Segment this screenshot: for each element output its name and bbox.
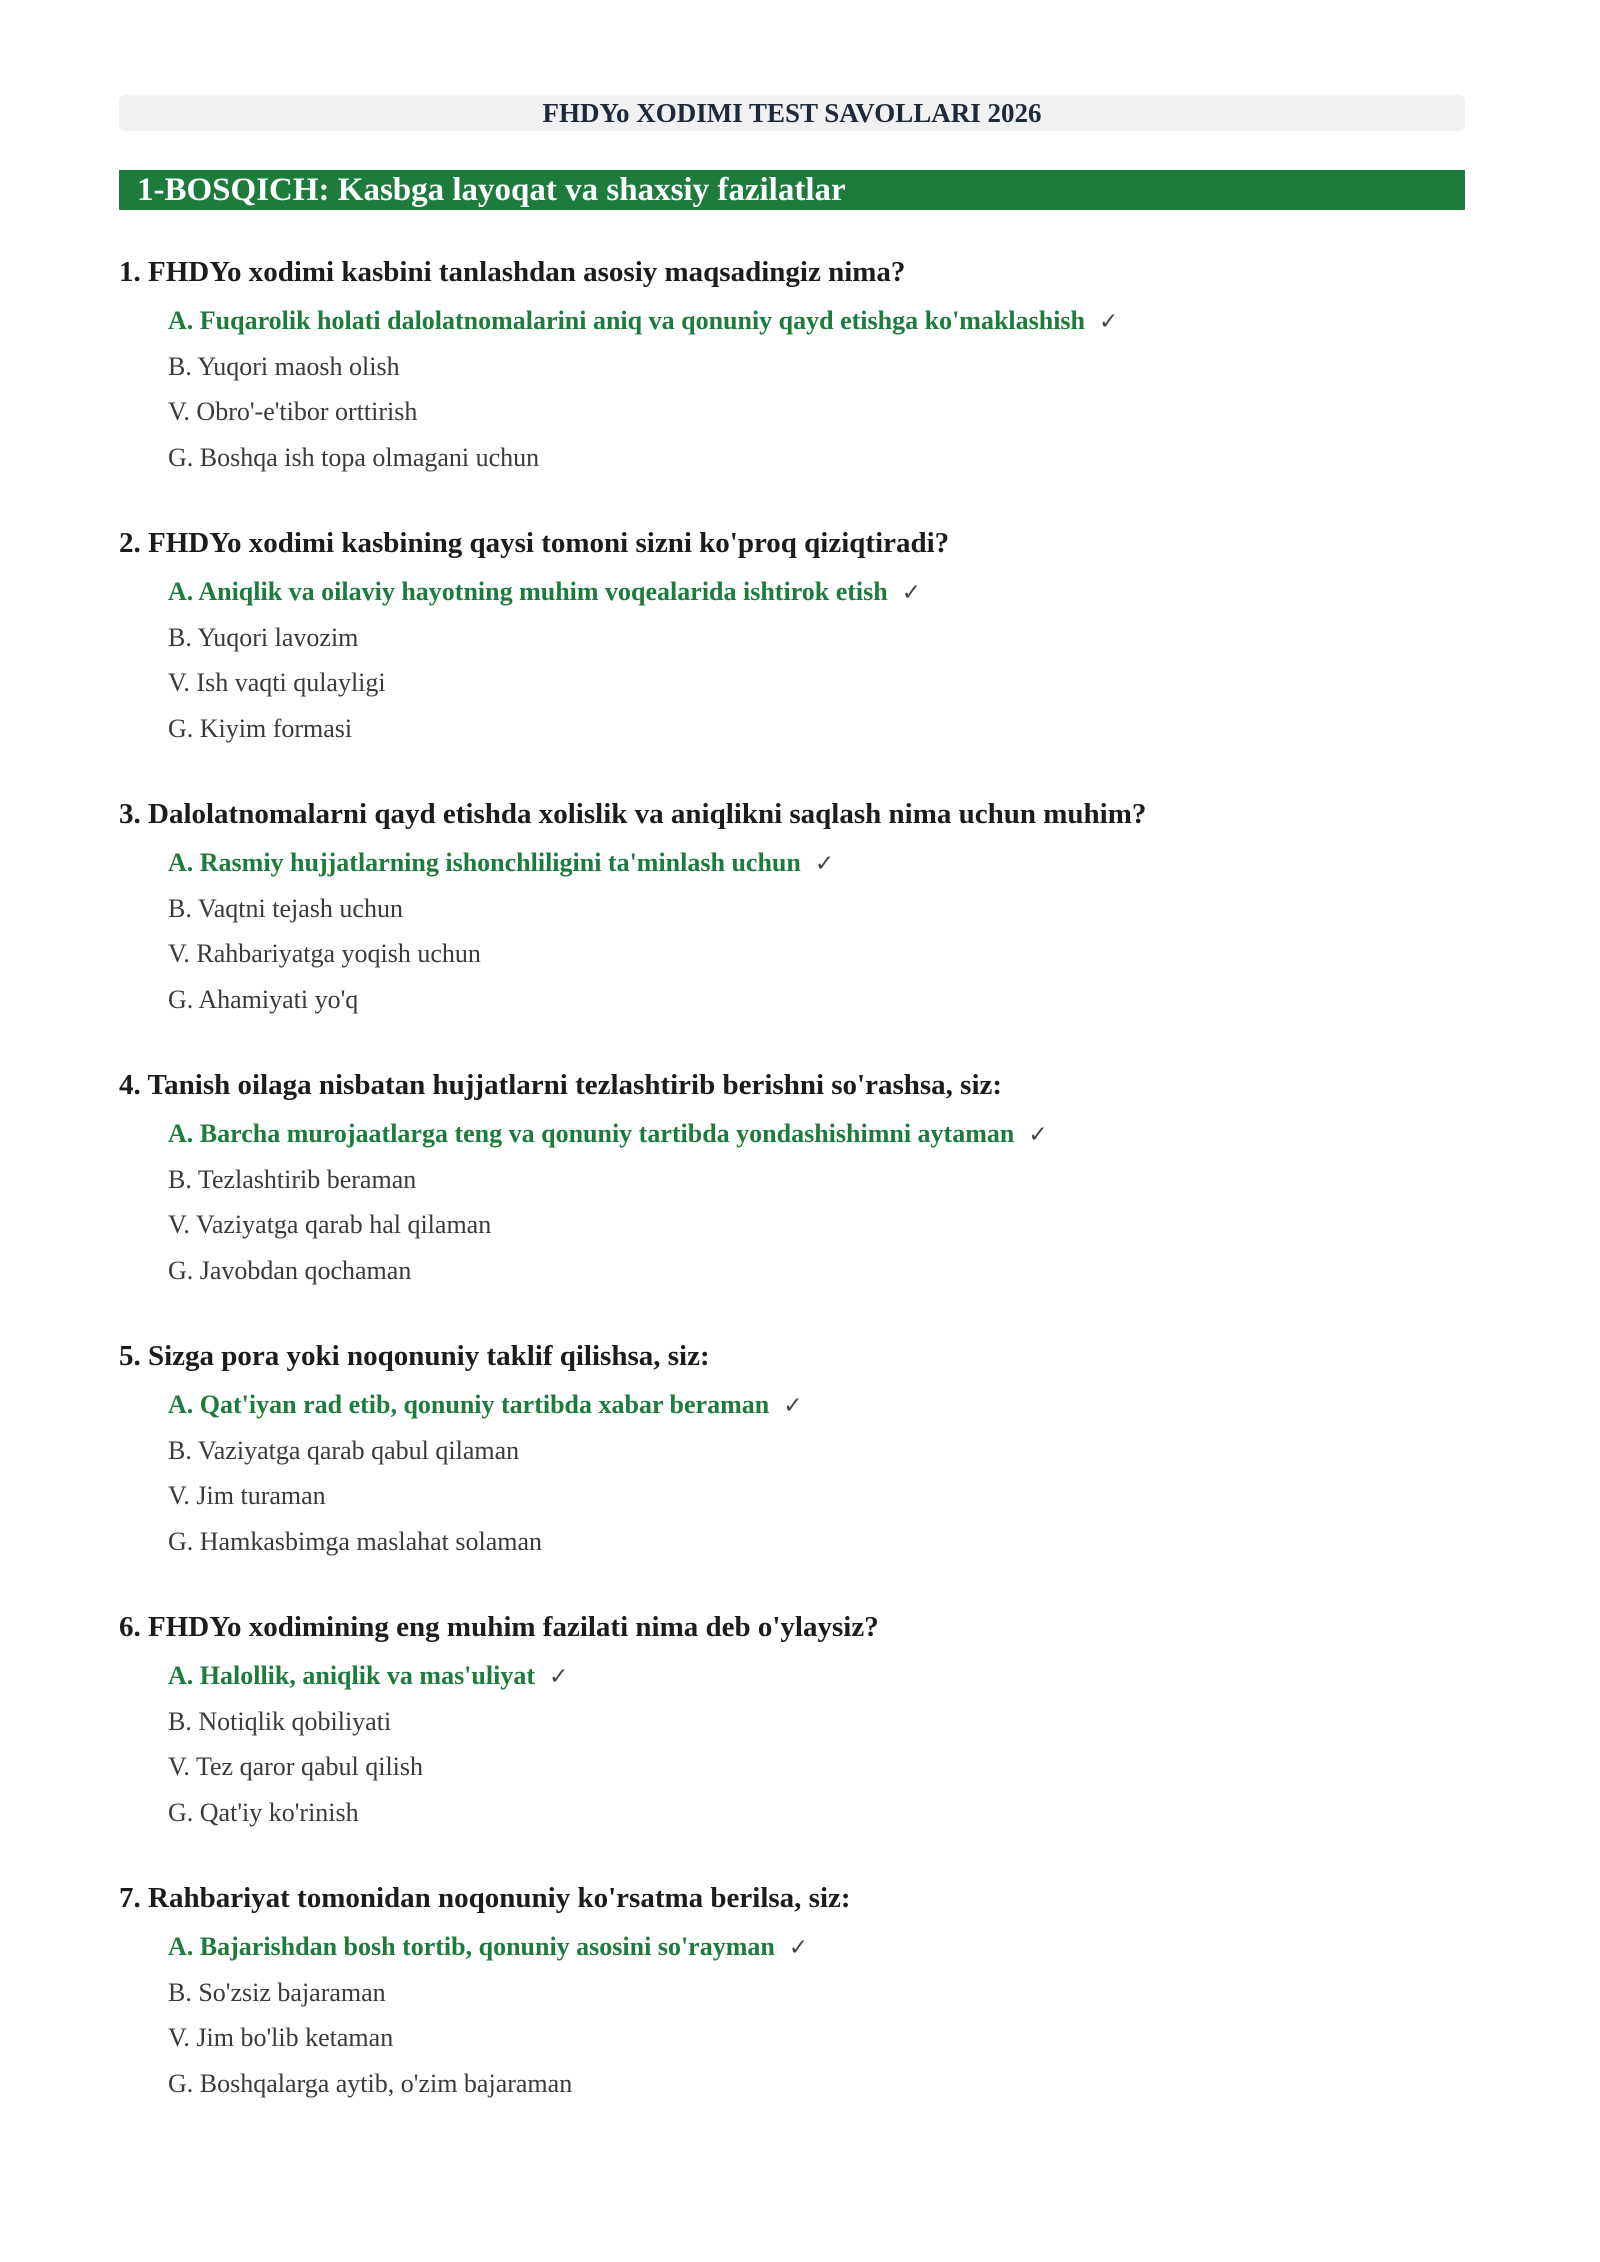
question-4: [119, 1065, 1465, 1293]
question-7: [119, 1878, 1465, 2106]
option-g: G. Qat'iy ko'rinish: [168, 1797, 359, 1827]
check-icon: ✓: [788, 1935, 809, 1961]
option-list: [119, 1653, 1465, 1835]
option-g: G. Ahamiyati yo'q: [168, 984, 359, 1014]
question-title: 2. FHDYo xodimi kasbining qaysi tomoni sizni ko'proq qiziqtiradi?: [119, 527, 950, 559]
option-v: V. Obro'-e'tibor orttirish: [168, 397, 418, 426]
option-text: A. Rasmiy hujjatlarning ishonchliligini ta'minlash uchun: [168, 848, 801, 877]
question-6: [119, 1607, 1465, 1835]
question-title: 5. Sizga pora yoki noqonuniy taklif qilishsa, siz:: [119, 1340, 710, 1372]
option-v: V. Jim turaman: [168, 1481, 326, 1510]
option-text: A. Aniqlik va oilaviy hayotning muhim voqealarida ishtirok etish: [168, 577, 888, 606]
document-title: FHDYo XODIMI TEST SAVOLLARI 2026: [119, 95, 1465, 131]
question-1: [119, 252, 1465, 480]
question-2: [119, 523, 1465, 751]
option-list: [119, 298, 1465, 480]
check-icon: ✓: [1028, 1122, 1048, 1148]
option-list: [119, 1111, 1465, 1293]
option-a-correct: [168, 298, 1465, 344]
option-g: G. Hamkasbimga maslahat solaman: [168, 1526, 543, 1556]
option-b: B. Yuqori lavozim: [168, 622, 359, 652]
option-v: V. Jim bo'lib ketaman: [168, 2023, 394, 2052]
option-a-correct: [168, 1382, 1465, 1428]
option-g: G. Javobdan qochaman: [168, 1255, 412, 1285]
option-a-correct: [168, 1924, 1465, 1970]
option-text: A. Bajarishdan bosh tortib, qonuniy asosini so'rayman: [168, 1932, 775, 1961]
option-b: B. Vaqtni tejash uchun: [168, 893, 403, 923]
option-a-correct: [168, 1111, 1465, 1157]
option-v: V. Ish vaqti qulayligi: [168, 668, 386, 697]
check-icon: ✓: [783, 1393, 803, 1419]
question-title: 6. FHDYo xodimining eng muhim fazilati nima deb o'ylaysiz?: [119, 1611, 879, 1643]
question-title: 1. FHDYo xodimi kasbini tanlashdan asosiy maqsadingiz nima?: [119, 256, 906, 288]
option-text: A. Qat'iyan rad etib, qonuniy tartibda xabar beraman: [168, 1390, 770, 1419]
option-b: B. Tezlashtirib beraman: [168, 1164, 417, 1194]
check-icon: ✓: [814, 851, 835, 877]
option-text: A. Fuqarolik holati dalolatnomalarini aniq va qonuniy qayd etishga ko'maklashish: [168, 306, 1086, 335]
check-icon: ✓: [901, 580, 922, 606]
question-title: 3. Dalolatnomalarni qayd etishda xolislik va aniqlikni saqlash nima uchun muhim?: [119, 798, 1147, 830]
section-title: 1-BOSQICH: Kasbga layoqat va shaxsiy fazilatlar: [119, 170, 1465, 210]
option-b: B. Vaziyatga qarab qabul qilaman: [168, 1435, 520, 1465]
option-list: [119, 1924, 1465, 2106]
option-b: B. So'zsiz bajaraman: [168, 1977, 386, 2007]
option-b: B. Yuqori maosh olish: [168, 351, 400, 381]
option-a-correct: [168, 569, 1465, 615]
option-v: V. Tez qaror qabul qilish: [168, 1752, 424, 1781]
option-a-correct: [168, 1653, 1465, 1699]
option-list: [119, 840, 1465, 1022]
option-text: A. Halollik, aniqlik va mas'uliyat: [168, 1661, 535, 1690]
option-g: G. Boshqalarga aytib, o'zim bajaraman: [168, 2068, 573, 2098]
question-list: [119, 252, 1465, 2106]
option-v: V. Vaziyatga qarab hal qilaman: [168, 1210, 492, 1239]
option-list: [119, 1382, 1465, 1564]
option-text: A. Barcha murojaatlarga teng va qonuniy tartibda yondashishimni aytaman: [168, 1119, 1015, 1148]
option-list: [119, 569, 1465, 751]
option-b: B. Notiqlik qobiliyati: [168, 1706, 392, 1736]
option-v: V. Rahbariyatga yoqish uchun: [168, 939, 481, 968]
question-5: [119, 1336, 1465, 1564]
check-icon: ✓: [548, 1664, 569, 1690]
question-title: 7. Rahbariyat tomonidan noqonuniy ko'rsatma berilsa, siz:: [119, 1882, 851, 1914]
option-g: G. Boshqa ish topa olmagani uchun: [168, 442, 540, 472]
question-3: [119, 794, 1465, 1022]
check-icon: ✓: [1099, 309, 1119, 335]
option-a-correct: [168, 840, 1465, 886]
option-g: G. Kiyim formasi: [168, 713, 353, 743]
question-title: 4. Tanish oilaga nisbatan hujjatlarni tezlashtirib berishni so'rashsa, siz:: [119, 1069, 1003, 1101]
